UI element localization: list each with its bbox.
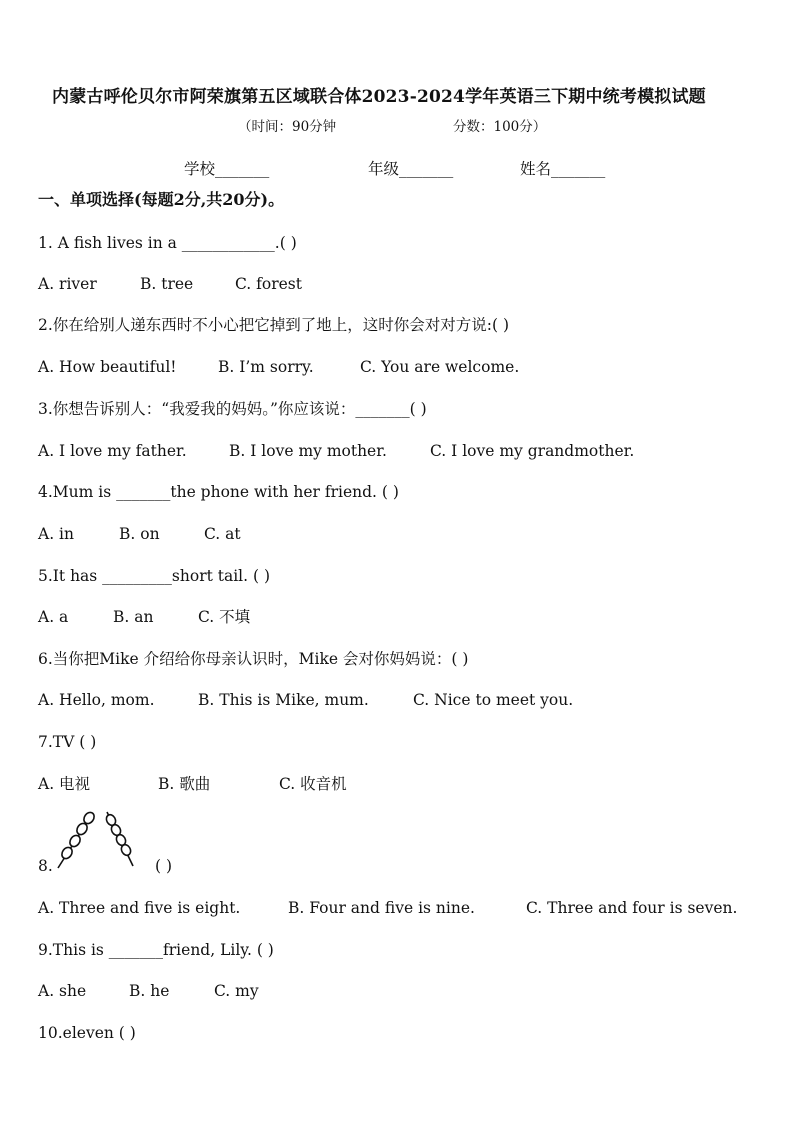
option-c: C. I love my grandmother. xyxy=(430,442,635,460)
option-a: A. in xyxy=(38,525,74,543)
option-a: A. Three and five is eight. xyxy=(38,899,241,917)
exam-title: 内蒙古呼伦贝尔市阿荣旗第五区域联合体2023-2024学年英语三下期中统考模拟试题 xyxy=(52,87,706,107)
option-b: B. he xyxy=(129,982,170,1000)
option-c: C. 不填 xyxy=(198,608,251,626)
question-stem: 8. xyxy=(38,857,53,875)
question-stem: 3.你想告诉别人：“我爱我的妈妈。”你应该说：_______( ) xyxy=(38,400,427,418)
question-stem: 10.eleven ( ) xyxy=(38,1024,136,1042)
option-a: A. 电视 xyxy=(38,775,91,793)
school-field: 学校_______ xyxy=(184,160,270,178)
option-c: C. Nice to meet you. xyxy=(413,691,574,709)
option-b: B. tree xyxy=(140,275,194,293)
option-c: C. my xyxy=(214,982,259,1000)
answer-paren: ( ) xyxy=(155,857,173,875)
name-field: 姓名_______ xyxy=(520,160,606,178)
exam-time: （时间：90分钟 xyxy=(238,119,337,135)
section-heading: 一、单项选择(每题2分,共20分)。 xyxy=(38,190,285,209)
option-c: C. You are welcome. xyxy=(360,358,520,376)
option-a: A. river xyxy=(38,275,97,293)
option-c: C. Three and four is seven. xyxy=(526,899,738,917)
question-stem: 7.TV ( ) xyxy=(38,733,97,751)
option-b: B. 歌曲 xyxy=(158,775,211,793)
option-c: C. at xyxy=(204,525,241,543)
option-c: C. forest xyxy=(235,275,302,293)
option-a: A. she xyxy=(38,982,87,1000)
question-stem: 4.Mum is _______the phone with her friend. ( ) xyxy=(38,483,399,501)
option-a: A. How beautiful! xyxy=(38,358,177,376)
question-stem: 5.It has _________short tail. ( ) xyxy=(38,567,271,585)
option-b: B. an xyxy=(113,608,154,626)
option-a: A. a xyxy=(38,608,69,626)
option-a: A. Hello, mom. xyxy=(38,691,155,709)
meatball-skewers-icon xyxy=(55,808,145,870)
option-a: A. I love my father. xyxy=(38,442,187,460)
exam-score: 分数：100分） xyxy=(453,119,547,135)
grade-field: 年级_______ xyxy=(368,160,454,178)
option-b: B. I love my mother. xyxy=(229,442,387,460)
question-stem: 1. A fish lives in a ____________.( ) xyxy=(38,234,297,252)
option-b: B. This is Mike, mum. xyxy=(198,691,369,709)
question-stem: 9.This is _______friend, Lily. ( ) xyxy=(38,941,274,959)
option-c: C. 收音机 xyxy=(279,775,347,793)
question-stem: 2.你在给别人递东西时不小心把它掉到了地上，这时你会对对方说:( ) xyxy=(38,316,510,334)
option-b: B. I’m sorry. xyxy=(218,358,314,376)
option-b: B. on xyxy=(119,525,160,543)
question-stem: 6.当你把Mike 介绍给你母亲认识时，Mike 会对你妈妈说：( ) xyxy=(38,650,469,668)
option-b: B. Four and five is nine. xyxy=(288,899,475,917)
